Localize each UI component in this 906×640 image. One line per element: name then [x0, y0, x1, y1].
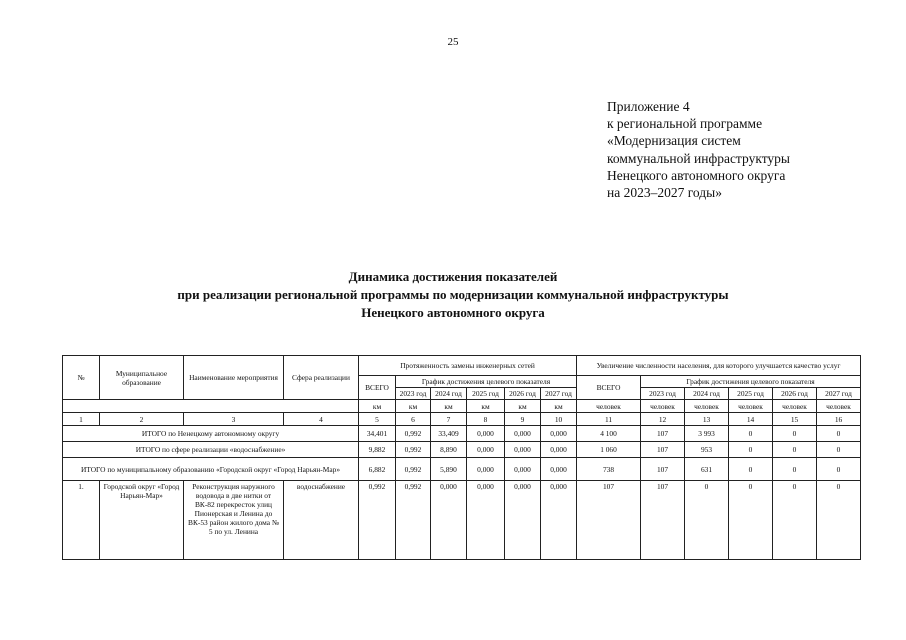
column-number: 13 — [685, 413, 729, 426]
column-number: 9 — [505, 413, 541, 426]
total-value: 0 — [729, 426, 773, 442]
total-value: 8,890 — [431, 442, 467, 458]
header-year: 2024 год — [685, 388, 729, 400]
column-number: 14 — [729, 413, 773, 426]
total-value: 0,000 — [541, 442, 577, 458]
total-value: 0,000 — [467, 426, 505, 442]
total-label: ИТОГО по сфере реализации «водоснабжение» — [63, 442, 359, 458]
item-value: 107 — [577, 481, 641, 560]
appendix-line: на 2023–2027 годы» — [607, 185, 722, 201]
total-value: 107 — [641, 426, 685, 442]
total-value: 1 060 — [577, 442, 641, 458]
header-length-schedule: График достижения целевого показателя — [396, 376, 577, 388]
total-value: 0,000 — [541, 458, 577, 481]
unit-spacer — [63, 400, 359, 413]
title-line: Ненецкого автономного округа — [361, 305, 545, 320]
total-value: 631 — [685, 458, 729, 481]
total-value: 953 — [685, 442, 729, 458]
header-municipality: Муниципальное образование — [100, 356, 184, 400]
unit-cell: км — [396, 400, 431, 413]
column-number: 4 — [284, 413, 359, 426]
header-year: 2026 год — [773, 388, 817, 400]
total-value: 107 — [641, 442, 685, 458]
appendix-line: Приложение 4 — [607, 99, 690, 114]
item-municipality: Городской округ «Город Нарьян-Мар» — [100, 481, 184, 560]
appendix-header — [607, 98, 887, 201]
total-value: 0 — [773, 458, 817, 481]
header-num: № — [63, 356, 100, 400]
header-population-schedule: График достижения целевого показателя — [641, 376, 861, 388]
total-value: 0,000 — [505, 442, 541, 458]
header-length-total: ВСЕГО — [359, 376, 396, 400]
total-row — [63, 426, 861, 442]
item-value: 0 — [773, 481, 817, 560]
total-value: 0,000 — [541, 426, 577, 442]
title-line: Динамика достижения показателей — [348, 269, 558, 284]
total-value: 33,409 — [431, 426, 467, 442]
item-sphere: водоснабжение — [284, 481, 359, 560]
total-value: 0,000 — [505, 426, 541, 442]
unit-cell: км — [541, 400, 577, 413]
total-value: 0 — [817, 442, 861, 458]
total-value: 0,992 — [396, 458, 431, 481]
total-value: 5,890 — [431, 458, 467, 481]
item-value: 0 — [817, 481, 861, 560]
column-number: 8 — [467, 413, 505, 426]
page-number: 25 — [447, 36, 459, 48]
total-label: ИТОГО по Ненецкому автономному округу — [63, 426, 359, 442]
total-value: 107 — [641, 458, 685, 481]
unit-cell: км — [505, 400, 541, 413]
unit-cell: человек — [685, 400, 729, 413]
item-value: 0 — [729, 481, 773, 560]
appendix-line: Ненецкого автономного округа — [607, 167, 786, 183]
header-sphere: Сфера реализации — [284, 356, 359, 400]
total-row — [63, 458, 861, 481]
total-value: 0 — [773, 426, 817, 442]
header-year: 2027 год — [817, 388, 861, 400]
column-number: 3 — [184, 413, 284, 426]
total-value: 0 — [773, 442, 817, 458]
column-number: 1 — [63, 413, 100, 426]
unit-cell: км — [431, 400, 467, 413]
total-value: 0,000 — [505, 458, 541, 481]
header-year: 2023 год — [396, 388, 431, 400]
table-row — [63, 481, 861, 560]
header-length-group: Протяженность замены инженерных сетей — [359, 356, 577, 376]
unit-cell: человек — [577, 400, 641, 413]
indicators-table — [62, 355, 861, 560]
total-value: 0 — [729, 442, 773, 458]
item-value: 0,000 — [541, 481, 577, 560]
unit-cell: человек — [729, 400, 773, 413]
item-value: 0,000 — [467, 481, 505, 560]
header-year: 2025 год — [467, 388, 505, 400]
header-population-total: ВСЕГО — [577, 376, 641, 400]
header-year: 2023 год — [641, 388, 685, 400]
column-number: 12 — [641, 413, 685, 426]
header-year: 2027 год — [541, 388, 577, 400]
total-value: 9,882 — [359, 442, 396, 458]
item-measure: Реконструкция наружного водовода в две нитки от ВК-82 перекресток улиц Пионерская и Ленина до ВК-53 район жилого дома № 5 по ул. Ленина — [184, 481, 284, 560]
total-value: 0 — [729, 458, 773, 481]
column-number: 11 — [577, 413, 641, 426]
appendix-line: коммунальной инфраструктуры — [607, 150, 790, 166]
total-value: 4 100 — [577, 426, 641, 442]
item-value: 107 — [641, 481, 685, 560]
total-value: 0,992 — [396, 426, 431, 442]
item-value: 0,000 — [431, 481, 467, 560]
column-number: 16 — [817, 413, 861, 426]
header-population-group: Увеличение численности населения, для которого улучшается качество услуг — [577, 356, 861, 376]
total-value: 0,000 — [467, 442, 505, 458]
header-year: 2025 год — [729, 388, 773, 400]
item-num: 1. — [63, 481, 100, 560]
total-value: 3 993 — [685, 426, 729, 442]
header-year: 2026 год — [505, 388, 541, 400]
total-value: 6,882 — [359, 458, 396, 481]
item-value: 0,992 — [396, 481, 431, 560]
total-value: 34,401 — [359, 426, 396, 442]
column-number: 15 — [773, 413, 817, 426]
appendix-line: «Модернизация систем — [607, 133, 741, 149]
total-value: 0,000 — [467, 458, 505, 481]
unit-cell: км — [467, 400, 505, 413]
document-title — [0, 268, 906, 322]
total-value: 0 — [817, 458, 861, 481]
unit-cell: человек — [773, 400, 817, 413]
item-value: 0,000 — [505, 481, 541, 560]
header-measure: Наименование мероприятия — [184, 356, 284, 400]
title-line: при реализации региональной программы по модернизации коммунальной инфраструктуры — [177, 287, 729, 302]
column-number: 2 — [100, 413, 184, 426]
total-label: ИТОГО по муниципальному образованию «Городской округ «Город Нарьян-Мар» — [63, 458, 359, 481]
item-value: 0,992 — [359, 481, 396, 560]
total-row — [63, 442, 861, 458]
total-value: 0,992 — [396, 442, 431, 458]
column-number: 5 — [359, 413, 396, 426]
column-numbers-row — [63, 413, 861, 426]
item-value: 0 — [685, 481, 729, 560]
unit-cell: км — [359, 400, 396, 413]
column-number: 10 — [541, 413, 577, 426]
header-year: 2024 год — [431, 388, 467, 400]
total-value: 0 — [817, 426, 861, 442]
appendix-line: к региональной программе — [607, 116, 763, 132]
column-number: 7 — [431, 413, 467, 426]
total-value: 738 — [577, 458, 641, 481]
unit-cell: человек — [817, 400, 861, 413]
column-number: 6 — [396, 413, 431, 426]
unit-cell: человек — [641, 400, 685, 413]
